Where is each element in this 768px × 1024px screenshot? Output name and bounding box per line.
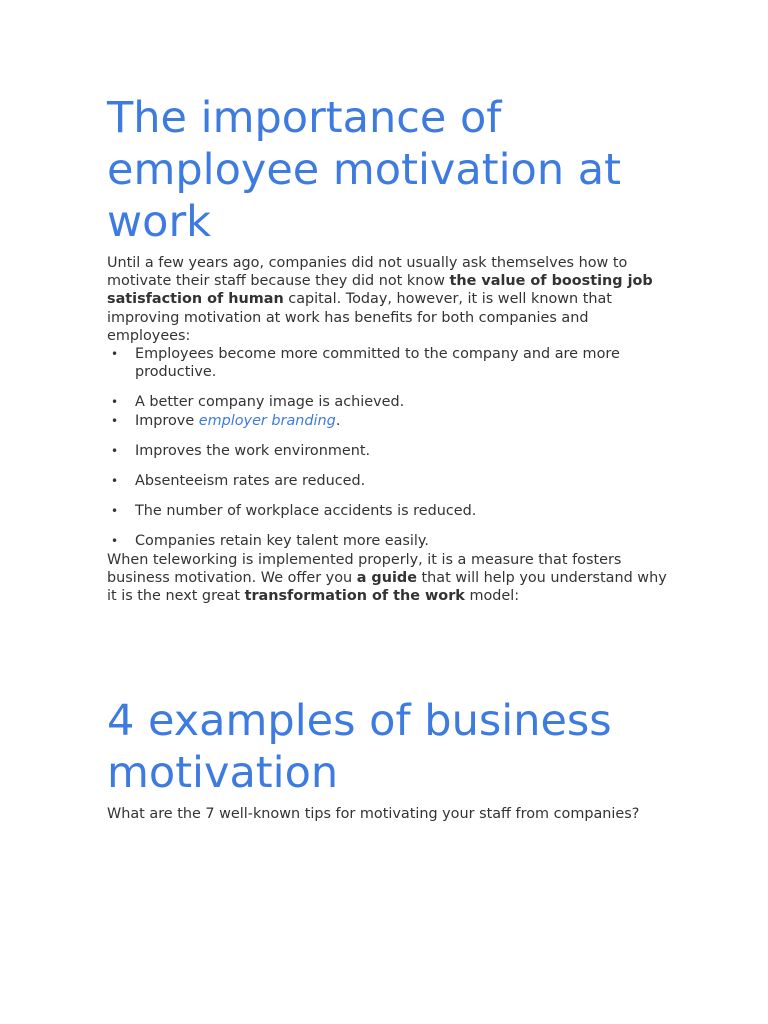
list-item	[107, 345, 667, 381]
section2-paragraph: What are the 7 well-known tips for motivating your staff from companies?	[107, 806, 640, 823]
list-item	[107, 502, 667, 520]
list-item	[107, 412, 667, 430]
intro-text-1: Until a few years ago, companies did not usually ask themselves how to motivate their staff because they did not know	[107, 255, 628, 290]
section-title-motivation-importance: The importance of employee motivation at work	[107, 93, 621, 247]
list-item-text: Improves the work environment.	[135, 442, 371, 459]
section-title-business-examples: 4 examples of business motivation	[107, 696, 612, 799]
intro-bold-text: the value of boosting job satisfaction of human	[107, 273, 653, 308]
closing-text-2: that will help you understand why it is the next great	[107, 569, 667, 605]
list-item-text: Employees become more committed to the company and are more productive.	[135, 346, 620, 381]
closing-bold-guide: a guide	[356, 569, 417, 586]
list-item	[107, 532, 667, 550]
section-spacer	[107, 605, 667, 695]
list-item	[107, 442, 667, 460]
closing-paragraph	[107, 551, 667, 606]
intro-text-2: capital. Today, however, it is well known that improving motivation at work has benefits for both companies and employees:	[107, 291, 612, 344]
closing-text-1: When teleworking is implemented properly, it is a measure that fosters business motivation. We offer you	[107, 551, 622, 586]
list-item-text: The number of workplace accidents is reduced.	[135, 503, 477, 520]
document-page	[107, 92, 667, 823]
employer-branding-link[interactable]: employer branding	[198, 412, 336, 429]
closing-bold-transformation: transformation of the work	[244, 588, 465, 605]
list-item-text: Improve	[135, 412, 199, 429]
list-item-text: A better company image is achieved.	[135, 394, 405, 411]
list-item-text: Companies retain key talent more easily.	[135, 533, 429, 550]
intro-paragraph	[107, 254, 667, 345]
benefits-list	[107, 345, 667, 551]
list-item-text: .	[335, 412, 341, 429]
list-item	[107, 472, 667, 490]
closing-text-3: model:	[464, 588, 520, 605]
list-item	[107, 393, 667, 411]
list-item-text: Absenteeism rates are reduced.	[135, 473, 366, 490]
